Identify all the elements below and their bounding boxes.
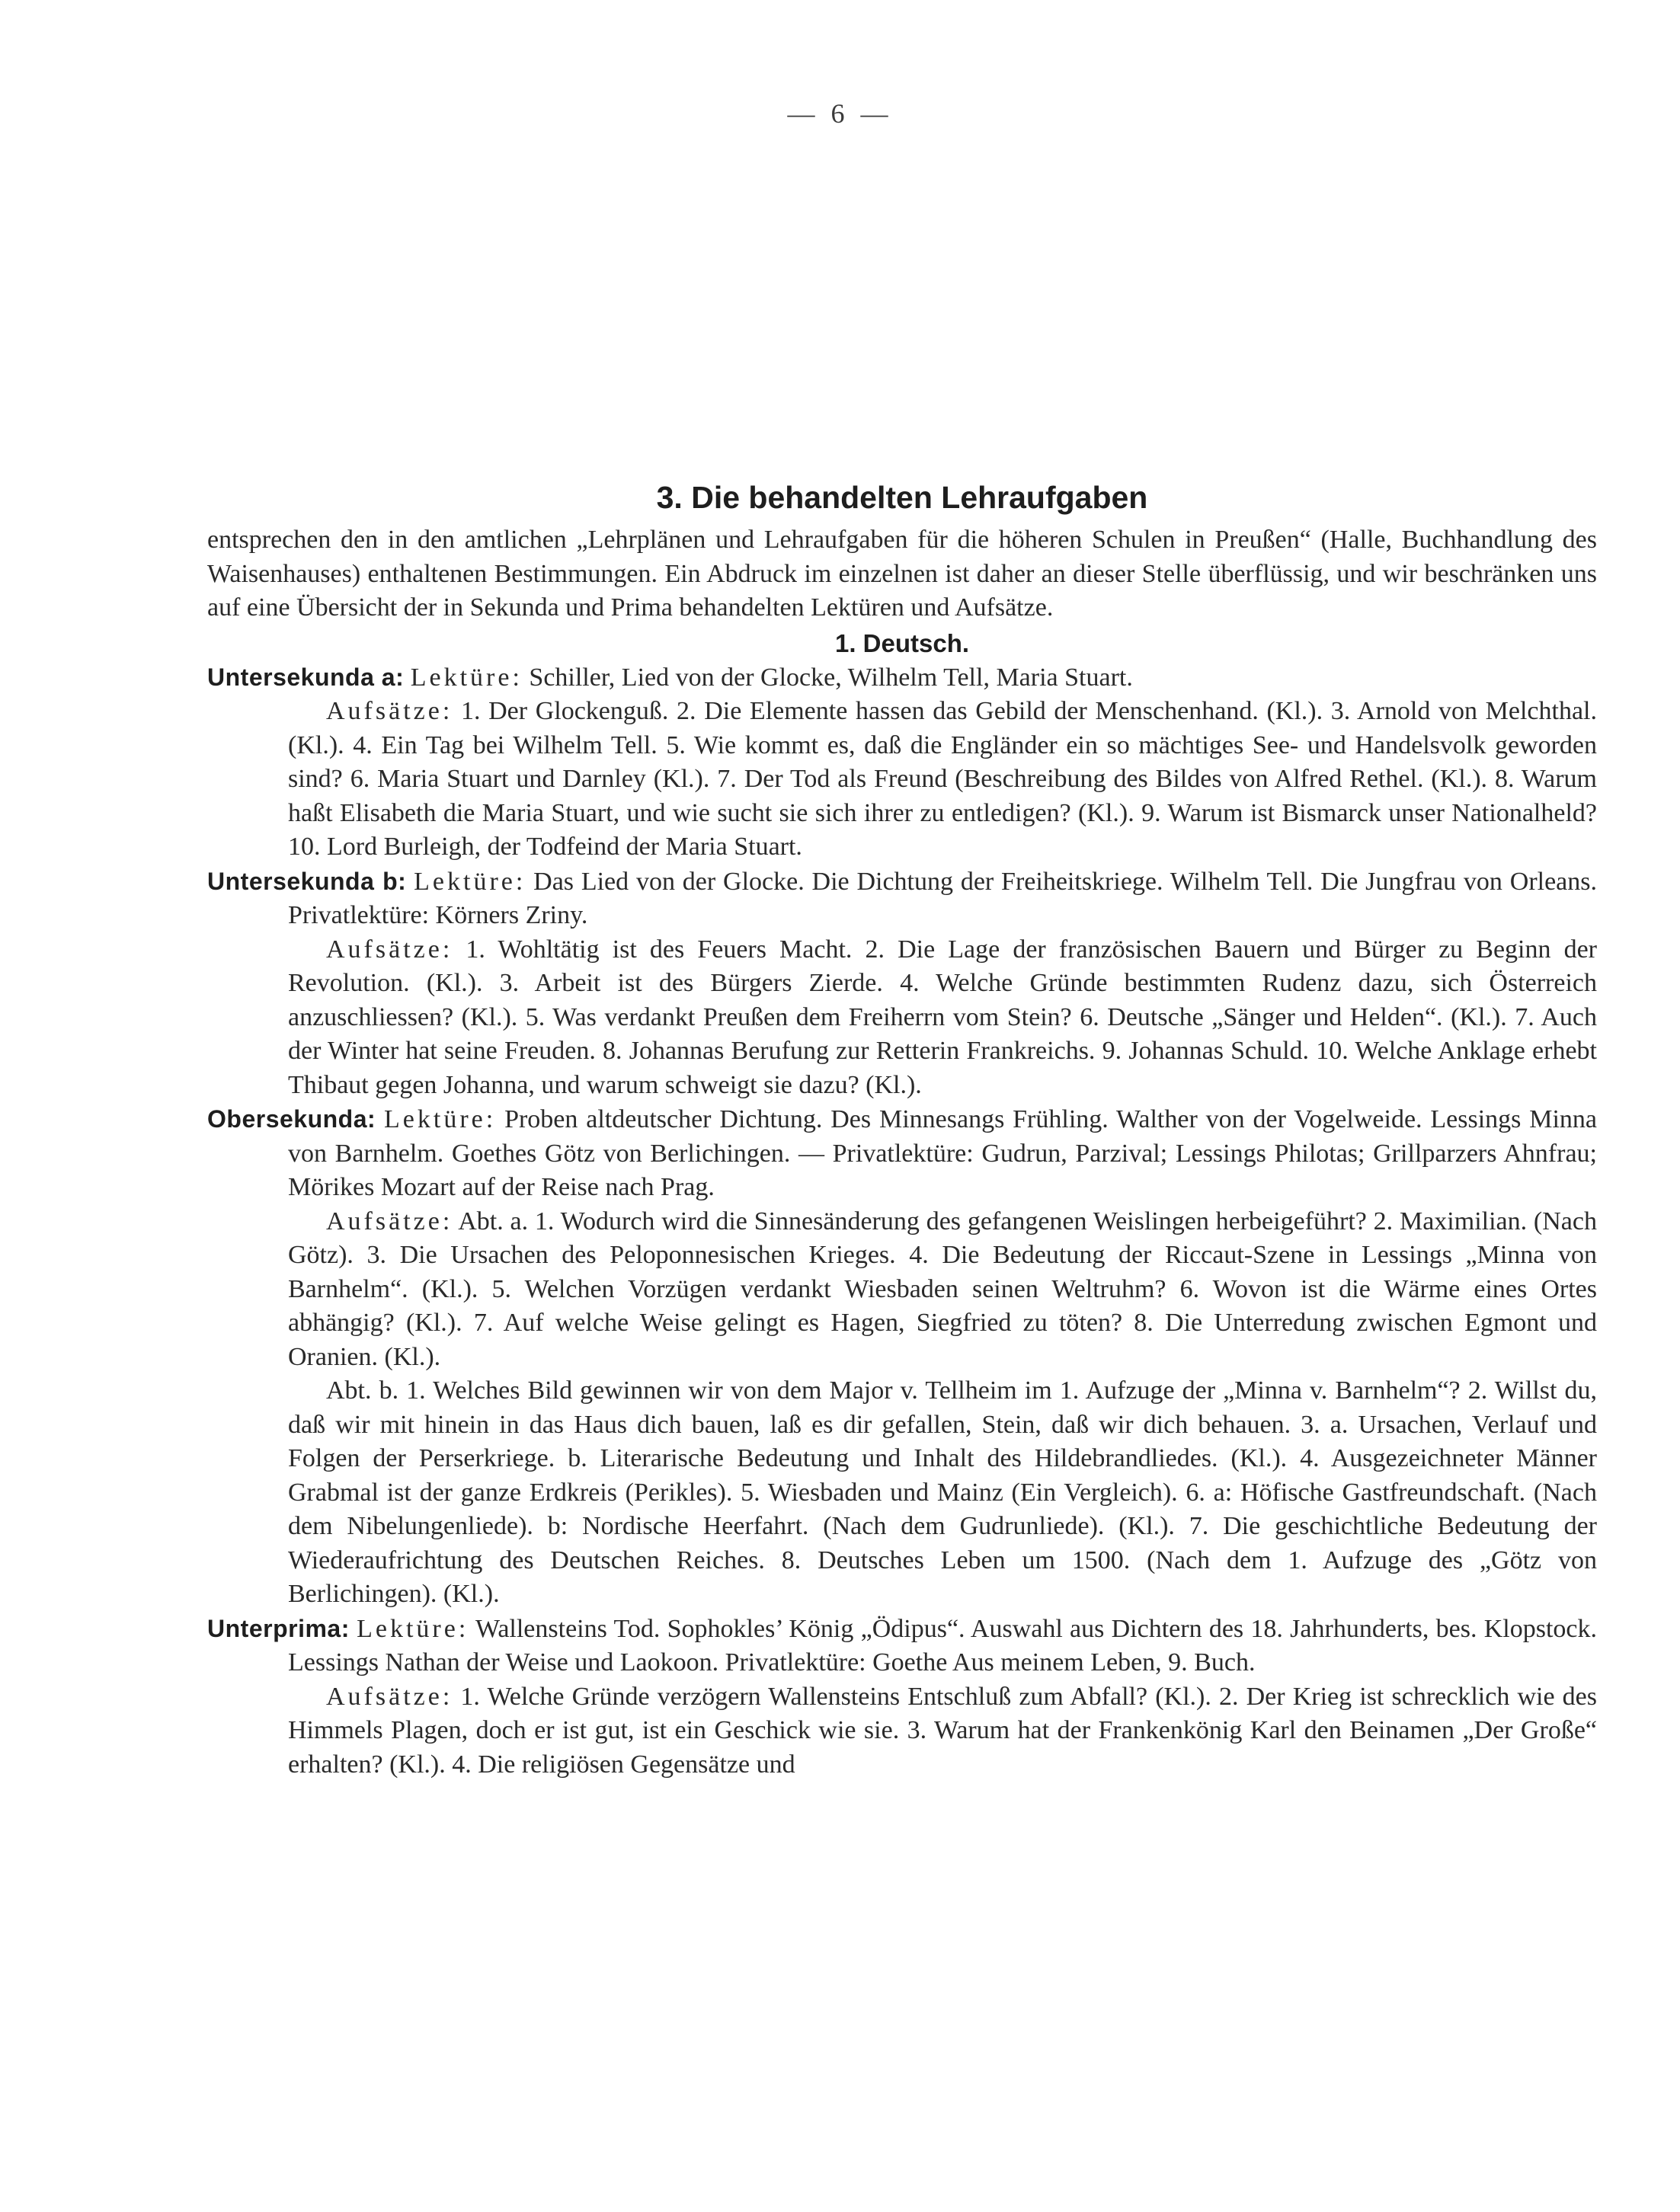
essays-text: 1. Wohltätig ist des Feuers Macht. 2. Die Lage der französischen Bauern und Bürger zu Beginn der Revolution. (Kl.). 3. Arbeit ist des Bürgers Zierde. 4. Welche Gründe bestimmten Rudenz dazu, sich Österreich anzuschliessen? (Kl.). 5. Was verdankt Preußen dem Freiherrn vom Stein? 6. Deutsche „Sänger und Helden“. (Kl.). 7. Auch der Winter hat seine Freuden. 8. Johannas Berufung zur Retterin Frankreichs. 9. Johannas Schuld. 10. Welche Anklage erhebt Thibaut gegen Johanna, und warum schweigt sie dazu? (Kl.). <box>288 935 1597 1099</box>
essays-paragraph-abt-b <box>207 1374 1597 1612</box>
lektuere-paragraph <box>207 1612 1597 1680</box>
lektuere-label: Lektüre: <box>414 867 526 896</box>
essays-label: Aufsätze: <box>326 1207 453 1235</box>
lektuere-text: Wallensteins Tod. Sophokles’ König „Ödipus“. Auswahl aus Dichtern des 18. Jahrhunderts, bes. Klopstock. Lessings Nathan der Weise und Laokoon. Privatlektüre: Goethe Aus meinem Leben, 9. Buch. <box>288 1614 1598 1677</box>
essays-label: Aufsätze: <box>326 935 453 964</box>
essays-text: 1. Der Glockenguß. 2. Die Elemente hassen das Gebild der Menschenhand. (Kl.). 3. Arnold von Melchthal. (Kl.). 4. Ein Tag bei Wilhelm Tell. 5. Wie kommt es, daß die Engländer ein so mächtiges See- und Handelsvolk geworden sind? 6. Maria Stuart und Darnley (Kl.). 7. Der Tod als Freund (Beschreibung des Bildes von Alfred Rethel. (Kl.). 8. Warum haßt Elisabeth die Maria Stuart, und wie sucht sie sich ihrer zu entledigen? (Kl.). 9. Warum ist Bismarck unser Nationalheld? 10. Lord Burleigh, der Todfeind der Maria Stuart. <box>288 697 1598 861</box>
class-obersekunda <box>207 1102 1597 1612</box>
subject-title: 1. Deutsch. <box>834 628 970 657</box>
lektuere-label: Lektüre: <box>410 663 523 692</box>
lektuere-paragraph <box>207 865 1597 933</box>
page-number: — 6 — <box>787 98 893 129</box>
lektuere-label: Lektüre: <box>384 1105 497 1133</box>
class-untersekunda-b <box>207 865 1597 1103</box>
intro-paragraph: entsprechen den in den amtlichen „Lehrplänen und Lehraufgaben für die höheren Schulen in Preußen“ (Halle, Buchhandlung des Waisenhauses) enthaltenen Bestimmungen. Ein Abdruck im einzelnen ist daher an dieser Stelle überflüssig, und wir beschränken uns auf eine Übersicht der in Sekunda und Prima behandelten Lektüren und Aufsätze. <box>207 526 1597 622</box>
lektuere-text: Proben altdeutscher Dichtung. Des Minnesangs Frühling. Walther von der Vogelweide. Lessings Minna von Barnhelm. Goethes Götz von Berlichingen. — Privatlektüre: Gudrun, Parzival; Lessings Philotas; Grillparzers Ahnfrau; Mörikes Mozart auf der Reise nach Prag. <box>288 1105 1598 1201</box>
class-untersekunda-a <box>207 660 1597 865</box>
essays-paragraph <box>207 1680 1597 1782</box>
essays-paragraph <box>207 933 1597 1103</box>
class-name: Unterprima: <box>207 1614 350 1642</box>
lektuere-text: Schiller, Lied von der Glocke, Wilhelm Tell, Maria Stuart. <box>529 663 1133 692</box>
essays-paragraph-abt-a <box>207 1205 1597 1375</box>
section-title: 3. Die behandelten Lehraufgaben <box>656 480 1148 515</box>
essays-label: Aufsätze: <box>326 1682 453 1711</box>
lektuere-label: Lektüre: <box>357 1614 469 1643</box>
page-body <box>207 480 1597 1782</box>
class-unterprima <box>207 1612 1597 1782</box>
lektuere-text: Das Lied von der Glocke. Die Dichtung der Freiheitskriege. Wilhelm Tell. Die Jungfrau von Orleans. Privatlektüre: Körners Zriny. <box>288 867 1597 929</box>
essays-label: Aufsätze: <box>326 697 453 725</box>
essays-paragraph <box>207 695 1597 865</box>
lektuere-paragraph <box>207 660 1597 695</box>
class-name: Obersekunda: <box>207 1105 376 1133</box>
class-name: Untersekunda b: <box>207 867 407 895</box>
essays-text: Abt. b. 1. Welches Bild gewinnen wir von dem Major v. Tellheim im 1. Aufzuge der „Minna v. Barnhelm“? 2. Willst du, daß wir mit hinein in das Haus dich bauen, laß es dir gefallen, Stein, daß wir dich behauen. 3. a. Ursachen, Verlauf und Folgen der Perserkriege. b. Literarische Bedeutung und Inhalt des Hildebrandliedes. (Kl.). 4. Ausgezeichneter Männer Grabmal ist der ganze Erdkreis (Perikles). 5. Wiesbaden und Mainz (Ein Vergleich). 6. a: Höfische Gastfreundschaft. (Nach dem Nibelungenliede). b: Nordische Heerfahrt. (Nach dem Gudrunliede). (Kl.). 7. Die geschichtliche Bedeutung der Wiederaufrichtung des Deutschen Reiches. 8. Deutsches Leben um 1500. (Nach dem 1. Aufzuge des „Götz von Berlichingen). (Kl.). <box>288 1376 1597 1608</box>
essays-text: 1. Welche Gründe verzögern Wallensteins Entschluß zum Abfall? (Kl.). 2. Der Krieg ist schrecklich wie des Himmels Plagen, doch er ist gut, ist ein Geschick wie sie. 3. Warum hat der Frankenkönig Karl den Beinamen „Der Große“ erhalten? (Kl.). 4. Die religiösen Gegensätze und <box>288 1682 1597 1779</box>
class-name: Untersekunda a: <box>207 663 405 691</box>
essays-text: Abt. a. 1. Wodurch wird die Sinnesänderung des gefangenen Weislingen herbeigeführt? 2. Maximilian. (Nach Götz). 3. Die Ursachen des Peloponnesischen Krieges. 4. Die Bedeutung der Riccaut-Szene in Lessings „Minna von Barnhelm“. (Kl.). 5. Welchen Vorzügen verdankt Wiesbaden seinen Weltruhm? 6. Wovon ist die Wärme eines Ortes abhängig? (Kl.). 7. Auf welche Weise gelingt es Hagen, Siegfried zu töten? 8. Die Unterredung zwischen Egmont und Oranien. (Kl.). <box>288 1207 1597 1371</box>
lektuere-paragraph <box>207 1102 1597 1205</box>
